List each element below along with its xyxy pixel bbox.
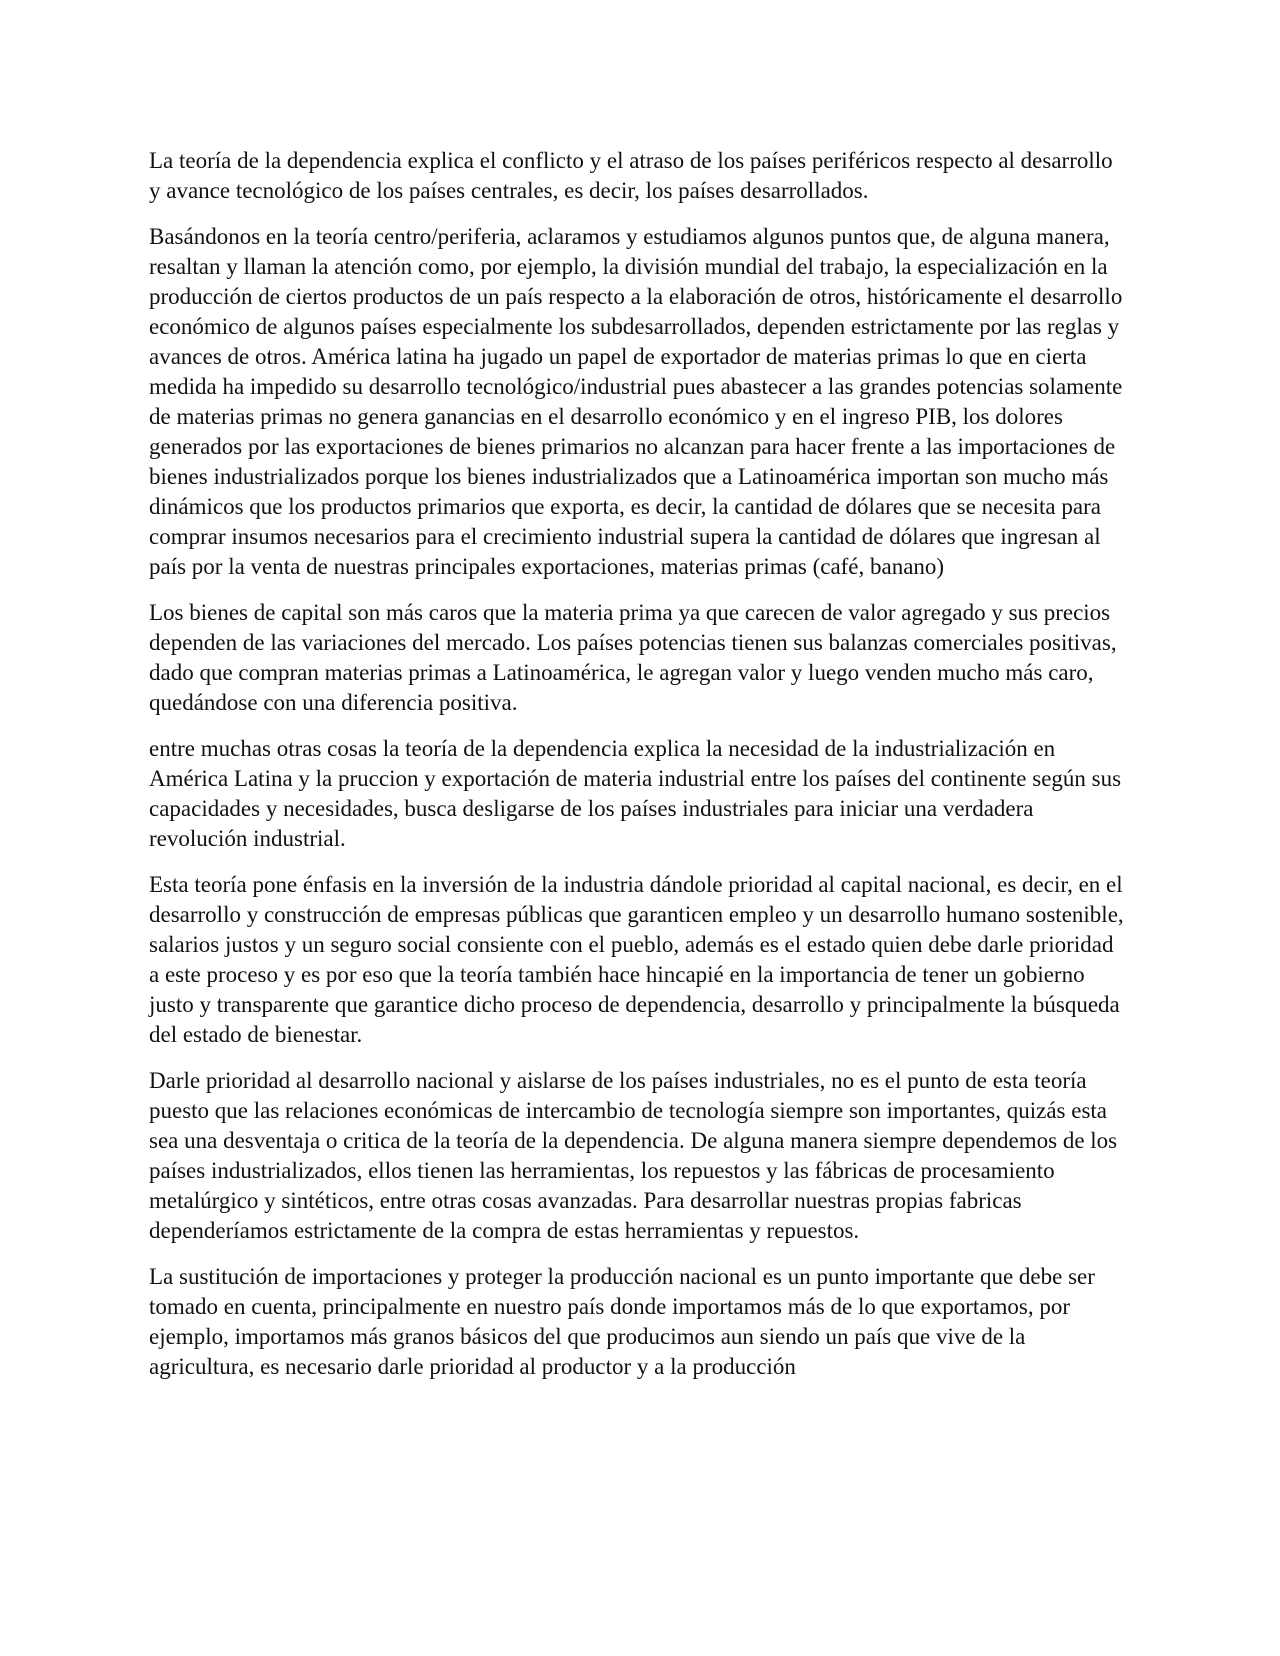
- paragraph-6: Darle prioridad al desarrollo nacional y aislarse de los países industriales, no es el punto de esta teoría puesto que las relaciones económicas de intercambio de tecnología siempre son importantes, quizás esta sea una desventaja o critica de la teoría de la dependencia. De alguna manera siempre dependemos de los países industrializados, ellos tienen las herramientas, los repuestos y las fábricas de procesamiento metalúrgico y sintéticos, entre otras cosas avanzadas. Para desarrollar nuestras propias fabricas dependeríamos estrictamente de la compra de estas herramientas y repuestos.: [149, 1068, 1118, 1243]
- paragraph-5: Esta teoría pone énfasis en la inversión de la industria dándole prioridad al capital nacional, es decir, en el desarrollo y construcción de empresas públicas que garanticen empleo y un desarrollo humano sostenible, salarios justos y un seguro social consiente con el pueblo, además es el estado quien debe darle prioridad a este proceso y es por eso que la teoría también hace hincapié en la importancia de tener un gobierno justo y transparente que garantice dicho proceso de dependencia, desarrollo y principalmente la búsqueda del estado de bienestar.: [149, 872, 1124, 1047]
- paragraph-2: Basándonos en la teoría centro/periferia, aclaramos y estudiamos algunos puntos que, de alguna manera, resaltan y llaman la atención como, por ejemplo, la división mundial del trabajo, la especialización en la producción de ciertos productos de un país respecto a la elaboración de otros, históricamente el desarrollo económico de algunos países especialmente los subdesarrollados, dependen estrictamente por las reglas y avances de otros. América latina ha jugado un papel de exportador de materias primas lo que en cierta medida ha impedido su desarrollo tecnológico/industrial pues abastecer a las grandes potencias solamente de materias primas no genera ganancias en el desarrollo económico y en el ingreso PIB, los dolores generados por las exportaciones de bienes primarios no alcanzan para hacer frente a las importaciones de bienes industrializados porque los bienes industrializados que a Latinoamérica importan son mucho más dinámicos que los productos primarios que exporta, es decir, la cantidad de dólares que se necesita para comprar insumos necesarios para el crecimiento industrial supera la cantidad de dólares que ingresan al país por la venta de nuestras principales exportaciones, materias primas (café, banano): [149, 224, 1123, 579]
- paragraph-4: entre muchas otras cosas la teoría de la dependencia explica la necesidad de la industrialización en América Latina y la pruccion y exportación de materia industrial entre los países del continente según sus capacidades y necesidades, busca desligarse de los países industriales para iniciar una verdadera revolución industrial.: [149, 736, 1122, 851]
- document-body: [149, 146, 1129, 1398]
- paragraph-1: La teoría de la dependencia explica el conflicto y el atraso de los países periféricos respecto al desarrollo y avance tecnológico de los países centrales, es decir, los países desarrollados.: [149, 148, 1113, 203]
- paragraph-7: La sustitución de importaciones y proteger la producción nacional es un punto importante que debe ser tomado en cuenta, principalmente en nuestro país donde importamos más de lo que exportamos, por ejemplo, importamos más granos básicos del que producimos aun siendo un país que vive de la agricultura, es necesario darle prioridad al productor y a la producción: [149, 1264, 1095, 1379]
- paragraph-3: Los bienes de capital son más caros que la materia prima ya que carecen de valor agregado y sus precios dependen de las variaciones del mercado. Los países potencias tienen sus balanzas comerciales positivas, dado que compran materias primas a Latinoamérica, le agregan valor y luego venden mucho más caro, quedándose con una diferencia positiva.: [149, 600, 1117, 715]
